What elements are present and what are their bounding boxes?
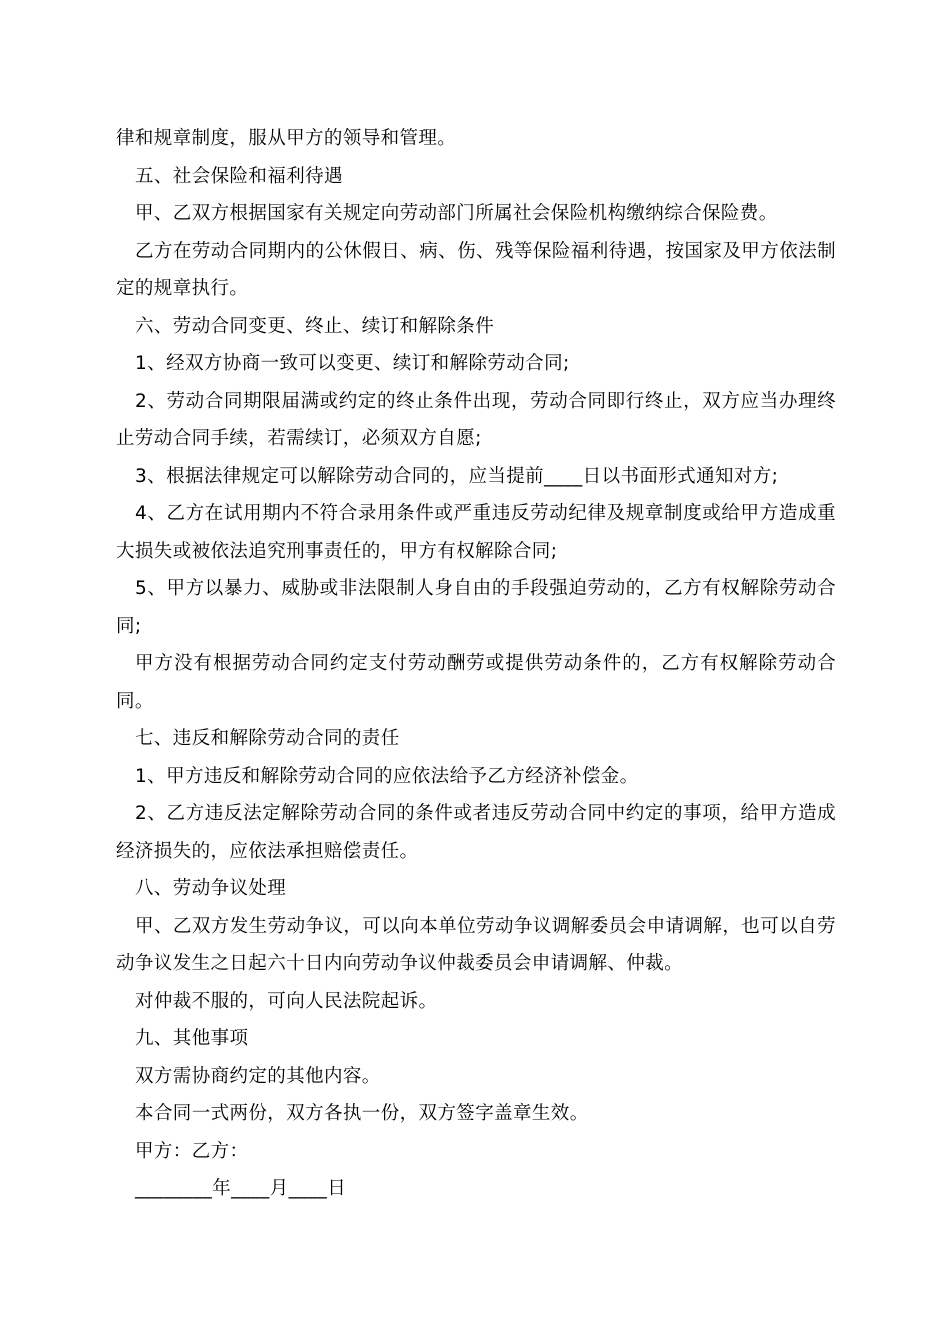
list-item: 2、乙方违反法定解除劳动合同的条件或者违反劳动合同中约定的事项，给甲方造成经济损失的，应依法承担赔偿责任。 xyxy=(116,803,836,862)
section-heading-liability: 七、违反和解除劳动合同的责任 xyxy=(135,728,400,749)
document-page xyxy=(116,120,836,1208)
section-heading-contract-change: 六、劳动合同变更、终止、续订和解除条件 xyxy=(135,315,495,337)
list-item: 4、乙方在试用期内不符合录用条件或严重违反劳动纪律及规章制度或给甲方造成重大损失或被依法追究刑事责任的，甲方有权解除合同; xyxy=(116,503,836,562)
list-item: 2、劳动合同期限届满或约定的终止条件出现，劳动合同即行终止，双方应当办理终止劳动合同手续，若需续订，必须双方自愿; xyxy=(116,390,836,449)
paragraph: 乙方在劳动合同期内的公休假日、病、伤、残等保险福利待遇，按国家及甲方依法制定的规章执行。 xyxy=(116,240,836,299)
date-line: ________年____月____日 xyxy=(135,1178,347,1199)
list-item: 5、甲方以暴力、威胁或非法限制人身自由的手段强迫劳动的，乙方有权解除劳动合同; xyxy=(116,578,836,637)
signature-line: 甲方：乙方： xyxy=(135,1140,249,1162)
paragraph: 甲、乙双方根据国家有关规定向劳动部门所属社会保险机构缴纳综合保险费。 xyxy=(135,203,778,224)
list-item: 3、根据法律规定可以解除劳动合同的，应当提前____日以书面形式通知对方; xyxy=(135,465,779,487)
paragraph: 双方需协商约定的其他内容。 xyxy=(135,1065,381,1087)
list-item: 1、甲方违反和解除劳动合同的应依法给予乙方经济补偿金。 xyxy=(135,765,639,787)
paragraph: 甲方没有根据劳动合同约定支付劳动酬劳或提供劳动条件的，乙方有权解除劳动合同。 xyxy=(116,653,836,712)
paragraph: 甲、乙双方发生劳动争议，可以向本单位劳动争议调解委员会申请调解，也可以自劳动争议发生之日起六十日内向劳动争议仲裁委员会申请调解、仲裁。 xyxy=(116,915,836,974)
section-heading-social-insurance: 五、社会保险和福利待遇 xyxy=(135,165,343,187)
section-heading-other: 九、其他事项 xyxy=(135,1028,249,1049)
paragraph: 本合同一式两份，双方各执一份，双方签字盖章生效。 xyxy=(135,1103,589,1124)
section-heading-dispute: 八、劳动争议处理 xyxy=(135,878,287,899)
paragraph-continuation: 律和规章制度，服从甲方的领导和管理。 xyxy=(116,128,457,149)
list-item: 1、经双方协商一致可以变更、续订和解除劳动合同; xyxy=(135,353,570,374)
paragraph: 对仲裁不服的，可向人民法院起诉。 xyxy=(135,990,438,1012)
